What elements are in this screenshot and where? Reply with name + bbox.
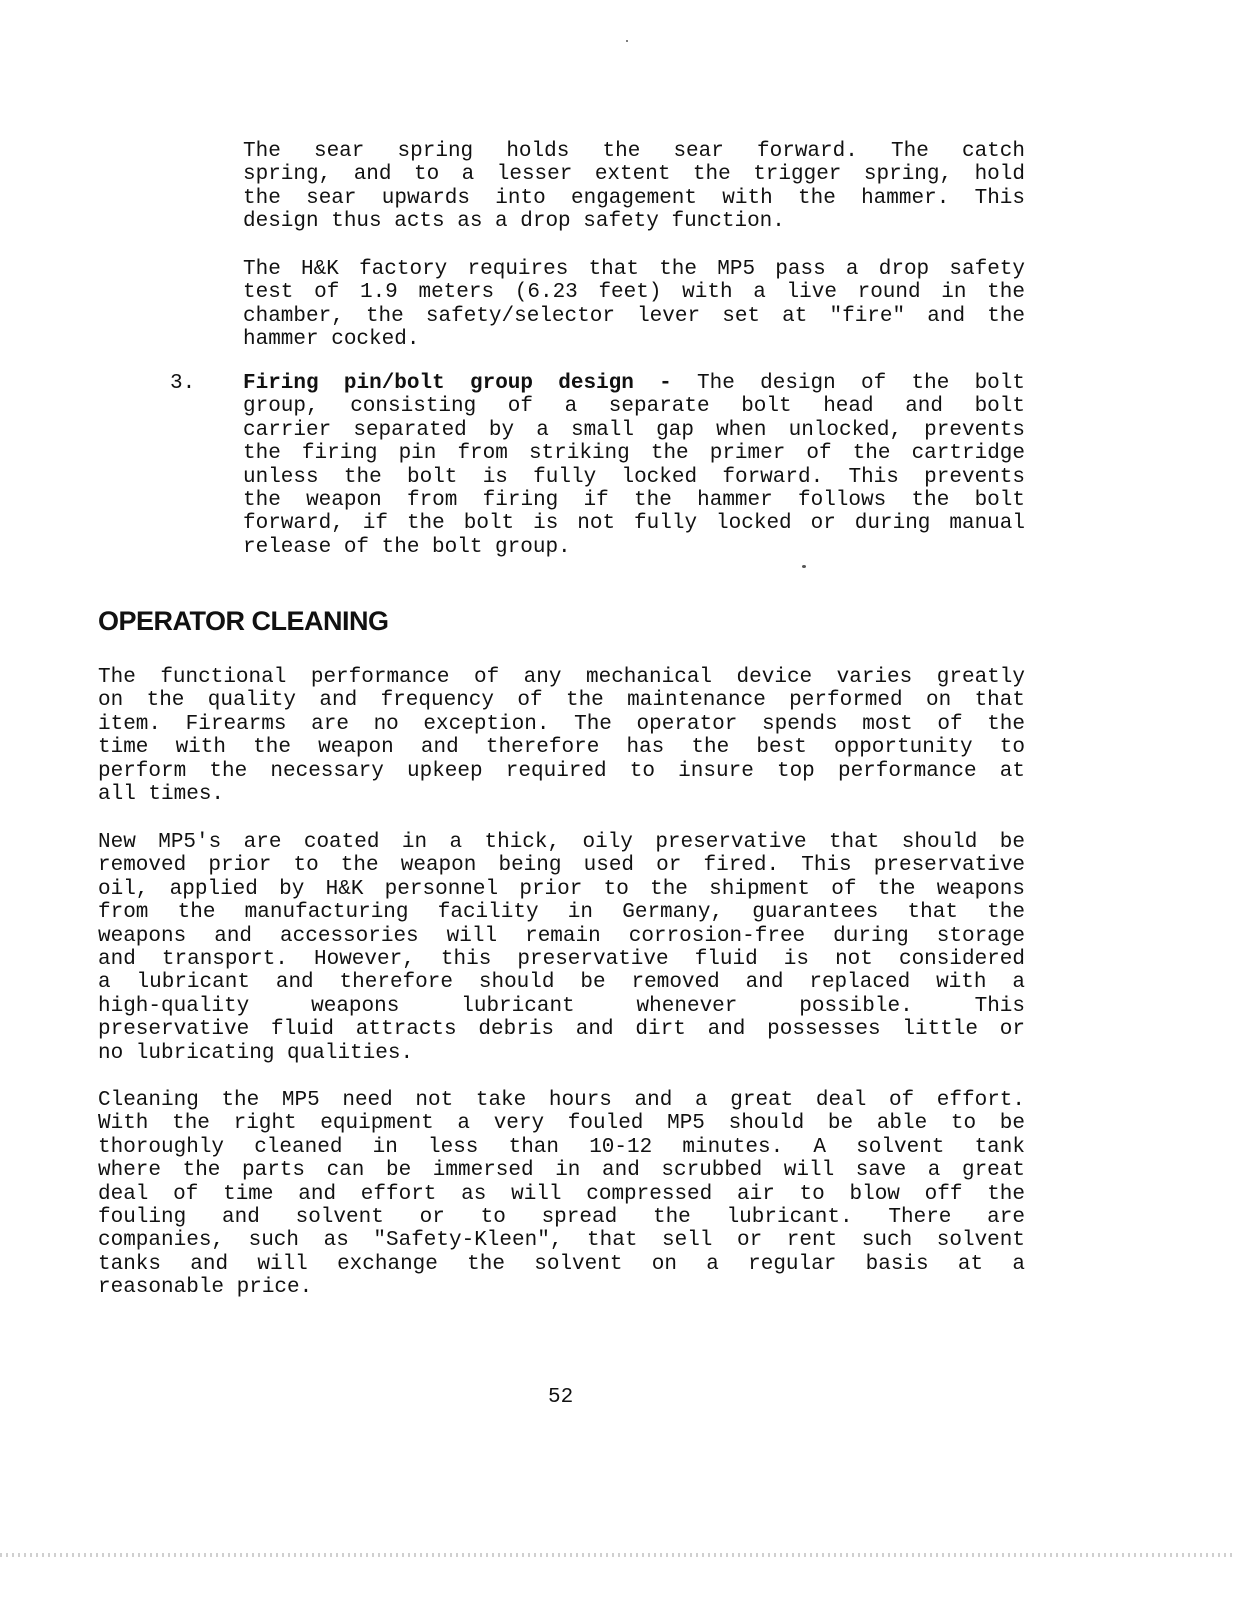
text-line: perform the necessary upkeep required to insure top performance at	[98, 759, 1025, 783]
section-paragraph-1	[98, 666, 1025, 806]
scan-speck	[626, 40, 628, 42]
text-line: forward, if the bolt is not fully locked or during manual	[243, 512, 1025, 536]
text-line: the firing pin from striking the primer of the cartridge	[243, 442, 1025, 466]
list-item-lead: Firing pin/bolt group design -	[243, 372, 672, 395]
text-line: fouling and solvent or to spread the lubricant. There are	[98, 1206, 1025, 1230]
section-paragraph-3	[98, 1089, 1025, 1300]
text-line: Cleaning the MP5 need not take hours and a great deal of effort.	[98, 1089, 1025, 1112]
text-line: tanks and will exchange the solvent on a regular basis at a	[98, 1252, 1025, 1276]
section-paragraph-2	[98, 831, 1025, 1065]
text-line: oil, applied by H&K personnel prior to the shipment of the weapons	[98, 877, 1025, 901]
text-line: With the right equipment a very fouled MP5 should be able to be	[98, 1112, 1025, 1136]
text-line: on the quality and frequency of the maintenance performed on that	[98, 689, 1025, 713]
text-line: no lubricating qualities.	[98, 1041, 414, 1065]
text-line: item. Firearms are no exception. The operator spends most of the	[98, 712, 1025, 736]
page-number: 52	[548, 1386, 574, 1409]
text-line: high-quality weapons lubricant whenever possible. This	[98, 994, 1025, 1018]
text-line: spring, and to a lesser extent the trigger spring, hold	[243, 163, 1025, 187]
intro-paragraph-1	[243, 140, 1025, 234]
text-line: design thus acts as a drop safety function.	[243, 210, 785, 234]
text-line: removed prior to the weapon being used or fired. This preservative	[98, 854, 1025, 878]
text-line: all times.	[98, 783, 225, 807]
text-line: reasonable price.	[98, 1276, 313, 1300]
text-line: The H&K factory requires that the MP5 pass a drop safety	[243, 258, 1025, 281]
list-item-3	[243, 372, 1025, 559]
text-line: chamber, the safety/selector lever set at "fire" and the	[243, 304, 1025, 328]
text-line: The sear spring holds the sear forward. The catch	[243, 140, 1025, 163]
text-line: a lubricant and therefore should be removed and replaced with a	[98, 971, 1025, 995]
text-line: deal of time and effort as will compressed air to blow off the	[98, 1182, 1025, 1206]
text-line: weapons and accessories will remain corrosion-free during storage	[98, 924, 1025, 948]
text-line: time with the weapon and therefore has the best opportunity to	[98, 736, 1025, 760]
text-line: thoroughly cleaned in less than 10-12 minutes. A solvent tank	[98, 1135, 1025, 1159]
scan-speck	[802, 565, 806, 568]
text-line: and transport. However, this preservative fluid is not considered	[98, 948, 1025, 972]
intro-paragraph-2	[243, 258, 1025, 352]
text-line: test of 1.9 meters (6.23 feet) with a live round in the	[243, 281, 1025, 305]
section-heading: OPERATOR CLEANING	[98, 606, 389, 636]
text-line	[243, 372, 1025, 395]
text-line: group, consisting of a separate bolt head and bolt	[243, 395, 1025, 419]
text-line: the weapon from firing if the hammer follows the bolt	[243, 489, 1025, 513]
text-line: The functional performance of any mechanical device varies greatly	[98, 666, 1025, 689]
text-line: carrier separated by a small gap when unlocked, prevents	[243, 418, 1025, 442]
text-line: release of the bolt group.	[243, 535, 571, 559]
scan-edge-artifact	[0, 1553, 1234, 1557]
text-line: hammer cocked.	[243, 328, 420, 352]
text-line: preservative fluid attracts debris and dirt and possesses little or	[98, 1018, 1025, 1042]
text-line: from the manufacturing facility in Germany, guarantees that the	[98, 901, 1025, 925]
list-item-number: 3.	[170, 372, 196, 395]
text-line: where the parts can be immersed in and scrubbed will save a great	[98, 1159, 1025, 1183]
text-line: New MP5's are coated in a thick, oily preservative that should be	[98, 831, 1025, 854]
list-item-first-line-rest: The design of the bolt	[697, 372, 1025, 395]
text-line: the sear upwards into engagement with the hammer. This	[243, 186, 1025, 210]
text-line: companies, such as "Safety-Kleen", that sell or rent such solvent	[98, 1229, 1025, 1253]
text-line: unless the bolt is fully locked forward. This prevents	[243, 465, 1025, 489]
